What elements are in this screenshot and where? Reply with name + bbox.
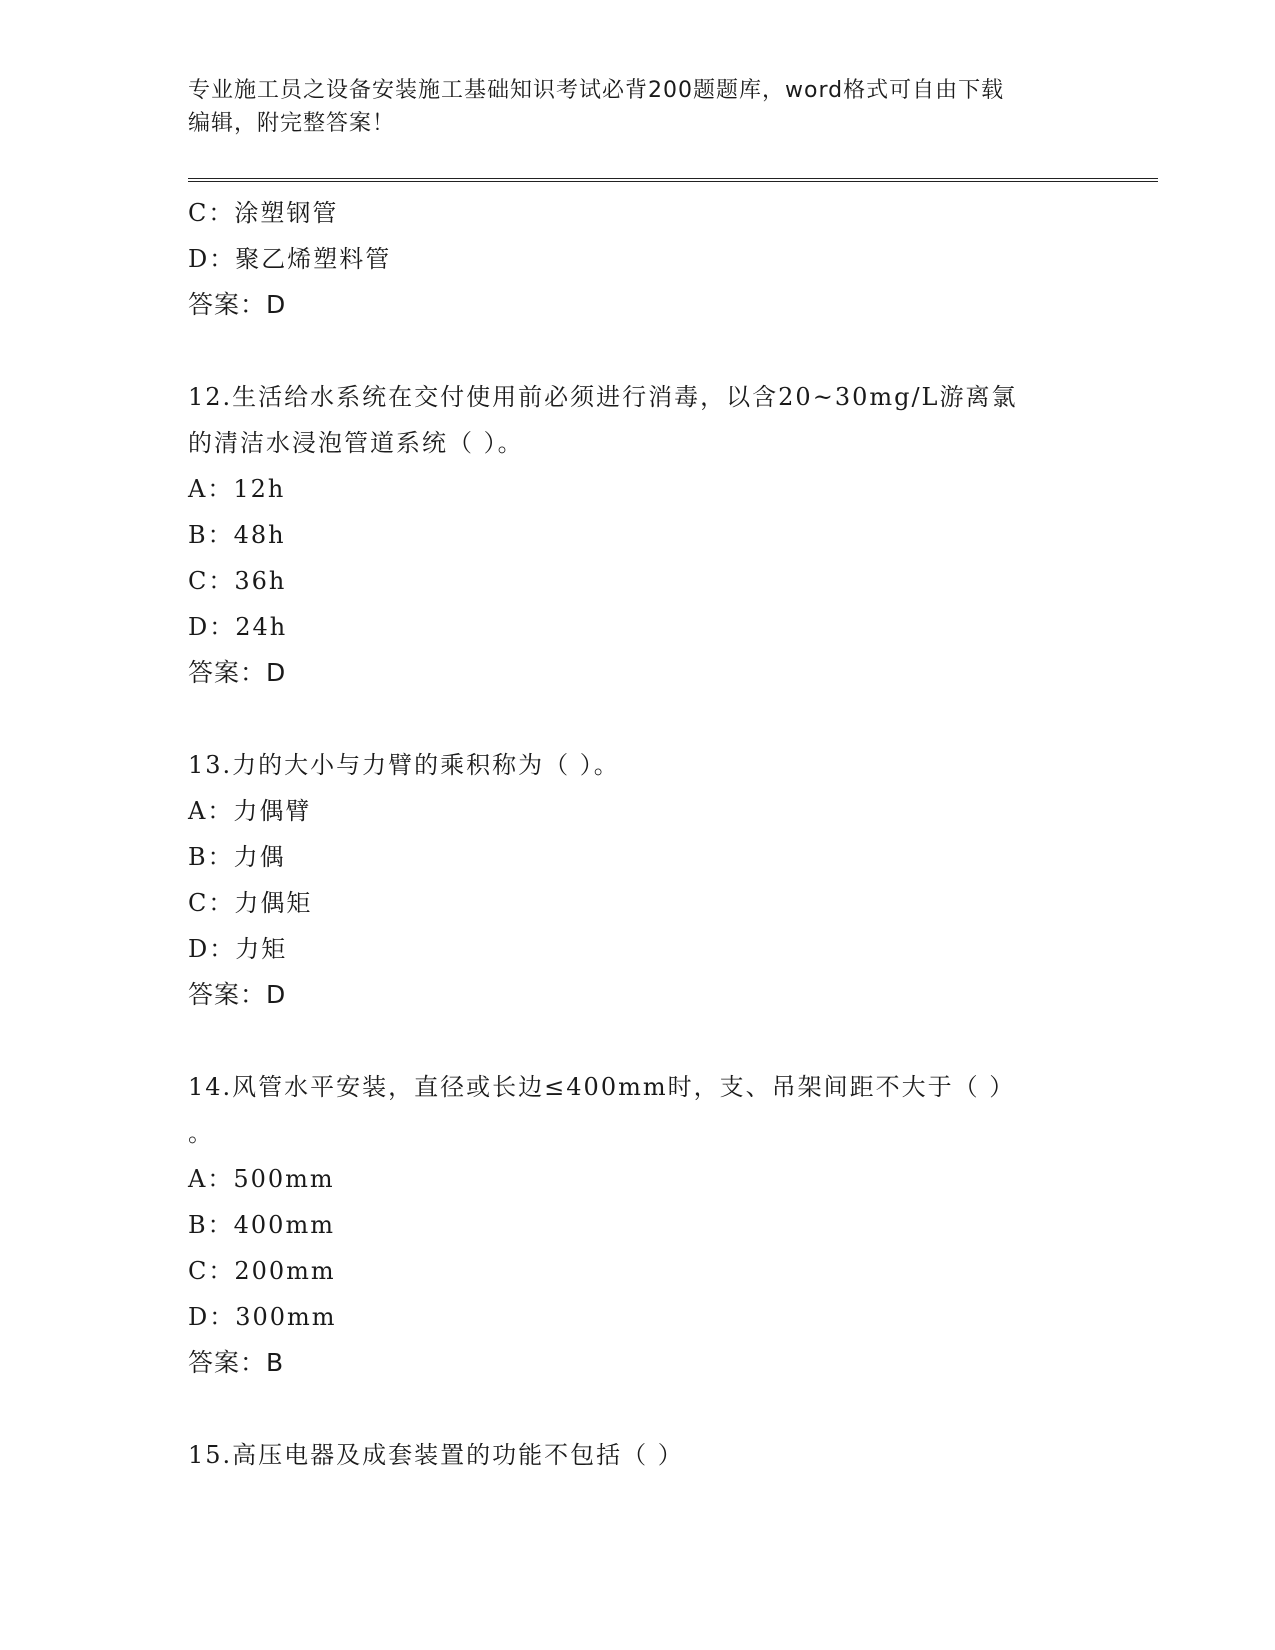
q13-answer: 答案：D (188, 980, 287, 1009)
q14-answer: 答案：B (188, 1348, 285, 1377)
q11-option-d: D：聚乙烯塑料管 (188, 245, 392, 273)
q14-option-b: B：400mm (188, 1211, 335, 1239)
header-line-1: 专业施工员之设备安装施工基础知识考试必背200题题库，word格式可自由下载 (188, 78, 1005, 103)
q13-option-a: A：力偶臂 (188, 797, 312, 825)
q14-option-c: C：200mm (188, 1257, 336, 1285)
q12-option-a: A：12h (188, 475, 286, 503)
document-header (188, 74, 1068, 140)
q14-text-line-2: 。 (188, 1119, 214, 1147)
q13-option-d: D：力矩 (188, 935, 288, 963)
spacer (188, 1386, 1088, 1432)
q14-text-line-1: 14.风管水平安装，直径或长边≤400mm时，支、吊架间距不大于（ ） (188, 1073, 1016, 1101)
header-divider (188, 178, 1158, 182)
q13-text-line-1: 13.力的大小与力臂的乘积称为（ ）。 (188, 751, 620, 779)
spacer (188, 696, 1088, 742)
q13-option-b: B：力偶 (188, 843, 286, 871)
q14-option-a: A：500mm (188, 1165, 335, 1193)
spacer (188, 328, 1088, 374)
q12-text-line-2: 的清洁水浸泡管道系统（ ）。 (188, 429, 524, 457)
q12-option-b: B：48h (188, 521, 286, 549)
q12-option-c: C：36h (188, 567, 287, 595)
q11-answer: 答案：D (188, 290, 287, 319)
q12-text-line-1: 12.生活给水系统在交付使用前必须进行消毒，以含20~30mg/L游离氯 (188, 383, 1018, 411)
q11-option-c: C：涂塑钢管 (188, 199, 339, 227)
question-list (188, 190, 1088, 1478)
spacer (188, 1018, 1088, 1064)
q13-option-c: C：力偶矩 (188, 889, 313, 917)
q12-answer: 答案：D (188, 658, 287, 687)
q15-text-line-1: 15.高压电器及成套装置的功能不包括（ ） (188, 1441, 684, 1469)
q14-option-d: D：300mm (188, 1303, 337, 1331)
header-line-2: 编辑，附完整答案！ (188, 111, 396, 136)
q12-option-d: D：24h (188, 613, 288, 641)
